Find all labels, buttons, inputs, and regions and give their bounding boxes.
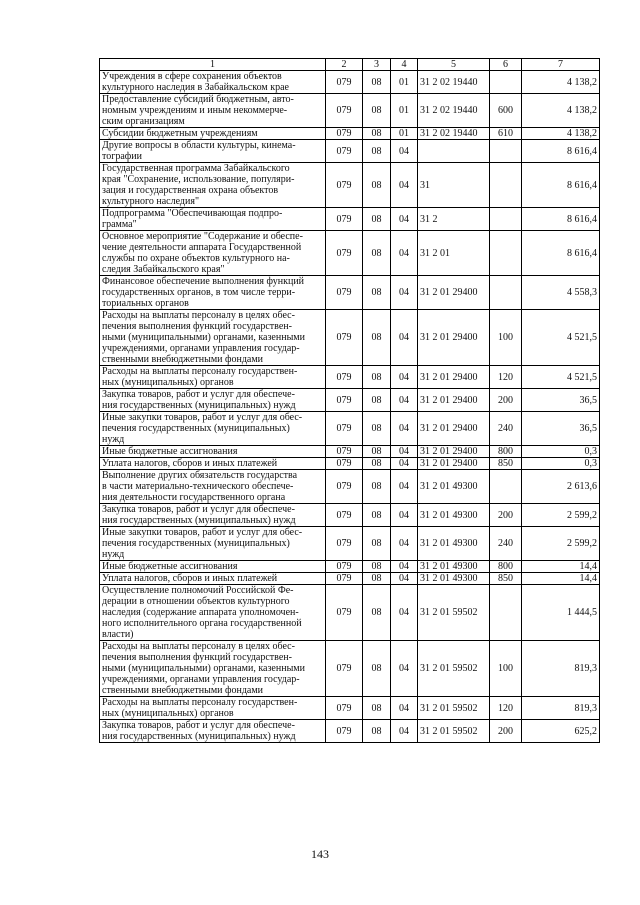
table-row <box>100 585 600 641</box>
column-header-3: 3 <box>363 59 391 71</box>
row-section-code: 08 <box>363 231 391 276</box>
row-amount: 819,3 <box>522 641 600 697</box>
row-subsection-code: 04 <box>391 208 418 231</box>
table-row <box>100 163 600 208</box>
row-target-article: 31 2 01 59502 <box>418 641 490 697</box>
table-row <box>100 470 600 504</box>
row-section-code: 08 <box>363 163 391 208</box>
row-subsection-code: 04 <box>391 585 418 641</box>
row-name: Закупка товаров, работ и услуг для обеспече- ния государственных (муниципальных) нужд <box>100 504 326 527</box>
row-section-code: 08 <box>363 446 391 458</box>
budget-table <box>99 58 600 743</box>
table-row <box>100 641 600 697</box>
row-amount: 2 599,2 <box>522 527 600 561</box>
row-target-article: 31 2 01 59502 <box>418 697 490 720</box>
row-name: Подпрограмма "Обеспечивающая подпро- грамма" <box>100 208 326 231</box>
row-ministry-code: 079 <box>326 366 363 389</box>
row-ministry-code: 079 <box>326 720 363 743</box>
table-row <box>100 276 600 310</box>
row-target-article <box>418 140 490 163</box>
row-target-article: 31 <box>418 163 490 208</box>
table-row <box>100 573 600 585</box>
row-target-article: 31 2 01 49300 <box>418 561 490 573</box>
row-section-code: 08 <box>363 94 391 128</box>
row-name: Закупка товаров, работ и услуг для обеспече- ния государственных (муниципальных) нужд <box>100 720 326 743</box>
row-expense-type: 800 <box>490 561 522 573</box>
row-amount: 0,3 <box>522 458 600 470</box>
row-section-code: 08 <box>363 412 391 446</box>
row-section-code: 08 <box>363 366 391 389</box>
row-section-code: 08 <box>363 720 391 743</box>
row-amount: 36,5 <box>522 389 600 412</box>
row-subsection-code: 04 <box>391 231 418 276</box>
row-amount: 0,3 <box>522 446 600 458</box>
row-section-code: 08 <box>363 310 391 366</box>
table-row <box>100 366 600 389</box>
row-expense-type <box>490 163 522 208</box>
table-row <box>100 389 600 412</box>
row-expense-type: 100 <box>490 641 522 697</box>
row-amount: 4 138,2 <box>522 71 600 94</box>
row-expense-type <box>490 470 522 504</box>
table-row <box>100 561 600 573</box>
row-ministry-code: 079 <box>326 163 363 208</box>
row-section-code: 08 <box>363 208 391 231</box>
row-target-article: 31 2 01 59502 <box>418 585 490 641</box>
row-expense-type: 240 <box>490 527 522 561</box>
row-target-article: 31 2 01 29400 <box>418 389 490 412</box>
table-row <box>100 412 600 446</box>
row-subsection-code: 04 <box>391 389 418 412</box>
table-row <box>100 310 600 366</box>
row-name: Другие вопросы в области культуры, кинема- тографии <box>100 140 326 163</box>
row-target-article: 31 2 01 29400 <box>418 458 490 470</box>
row-expense-type: 800 <box>490 446 522 458</box>
table-row <box>100 504 600 527</box>
row-ministry-code: 079 <box>326 561 363 573</box>
column-header-4: 4 <box>391 59 418 71</box>
row-subsection-code: 01 <box>391 94 418 128</box>
row-subsection-code: 01 <box>391 128 418 140</box>
row-subsection-code: 04 <box>391 446 418 458</box>
row-name: Иные бюджетные ассигнования <box>100 561 326 573</box>
row-amount: 8 616,4 <box>522 231 600 276</box>
row-amount: 4 138,2 <box>522 128 600 140</box>
row-name: Выполнение других обязательств государства в части материально-технического обеспече- ния деятельности государственного органа <box>100 470 326 504</box>
row-section-code: 08 <box>363 641 391 697</box>
table-row <box>100 140 600 163</box>
row-expense-type <box>490 71 522 94</box>
row-target-article: 31 2 01 29400 <box>418 412 490 446</box>
row-name: Расходы на выплаты персоналу государствен- ных (муниципальных) органов <box>100 366 326 389</box>
table-header-row <box>100 59 600 71</box>
row-section-code: 08 <box>363 458 391 470</box>
table-row <box>100 94 600 128</box>
row-name: Уплата налогов, сборов и иных платежей <box>100 458 326 470</box>
row-amount: 2 599,2 <box>522 504 600 527</box>
row-section-code: 08 <box>363 389 391 412</box>
row-subsection-code: 04 <box>391 163 418 208</box>
row-amount: 8 616,4 <box>522 163 600 208</box>
row-expense-type: 200 <box>490 720 522 743</box>
table-row <box>100 231 600 276</box>
row-target-article: 31 2 01 49300 <box>418 470 490 504</box>
row-subsection-code: 04 <box>391 527 418 561</box>
row-name: Уплата налогов, сборов и иных платежей <box>100 573 326 585</box>
table-row <box>100 71 600 94</box>
table-body <box>100 71 600 743</box>
row-expense-type: 600 <box>490 94 522 128</box>
row-amount: 14,4 <box>522 573 600 585</box>
table-row <box>100 128 600 140</box>
row-amount: 4 521,5 <box>522 310 600 366</box>
row-ministry-code: 079 <box>326 128 363 140</box>
row-ministry-code: 079 <box>326 208 363 231</box>
row-expense-type: 200 <box>490 389 522 412</box>
row-ministry-code: 079 <box>326 697 363 720</box>
row-amount: 14,4 <box>522 561 600 573</box>
row-amount: 4 521,5 <box>522 366 600 389</box>
row-expense-type <box>490 585 522 641</box>
row-subsection-code: 04 <box>391 641 418 697</box>
row-ministry-code: 079 <box>326 573 363 585</box>
row-name: Осуществление полномочий Российской Фе- дерации в отношении объектов культурного наследия (содержание аппарата уполномочен- ного исполнительного органа государственной власти) <box>100 585 326 641</box>
row-section-code: 08 <box>363 140 391 163</box>
row-subsection-code: 04 <box>391 458 418 470</box>
row-section-code: 08 <box>363 573 391 585</box>
row-target-article: 31 2 01 29400 <box>418 310 490 366</box>
row-target-article: 31 2 01 29400 <box>418 366 490 389</box>
table-row <box>100 720 600 743</box>
row-name: Учреждения в сфере сохранения объектов культурного наследия в Забайкальском крае <box>100 71 326 94</box>
row-ministry-code: 079 <box>326 310 363 366</box>
row-name: Предоставление субсидий бюджетным, авто- номным учреждениям и иным некоммерче- ским организациям <box>100 94 326 128</box>
row-target-article: 31 2 01 49300 <box>418 527 490 561</box>
row-subsection-code: 04 <box>391 561 418 573</box>
row-subsection-code: 04 <box>391 310 418 366</box>
row-amount: 819,3 <box>522 697 600 720</box>
row-name: Иные бюджетные ассигнования <box>100 446 326 458</box>
row-section-code: 08 <box>363 527 391 561</box>
row-amount: 36,5 <box>522 412 600 446</box>
row-ministry-code: 079 <box>326 412 363 446</box>
row-amount: 1 444,5 <box>522 585 600 641</box>
row-section-code: 08 <box>363 585 391 641</box>
column-header-2: 2 <box>326 59 363 71</box>
row-amount: 625,2 <box>522 720 600 743</box>
row-expense-type: 120 <box>490 697 522 720</box>
row-target-article: 31 2 01 29400 <box>418 276 490 310</box>
row-ministry-code: 079 <box>326 71 363 94</box>
row-name: Расходы на выплаты персоналу в целях обес- печения выполнения функций государствен- ными (муниципальными) органами, казенными учреждениями, органами управления государ- ственными внебюджетными фондами <box>100 641 326 697</box>
row-target-article: 31 2 01 49300 <box>418 504 490 527</box>
row-section-code: 08 <box>363 504 391 527</box>
row-name: Субсидии бюджетным учреждениям <box>100 128 326 140</box>
row-expense-type: 100 <box>490 310 522 366</box>
row-ministry-code: 079 <box>326 458 363 470</box>
row-subsection-code: 04 <box>391 720 418 743</box>
column-header-7: 7 <box>522 59 600 71</box>
row-name: Основное мероприятие "Содержание и обеспе- чение деятельности аппарата Государственной службы по охране объектов культурного на- следия Забайкальского края" <box>100 231 326 276</box>
row-section-code: 08 <box>363 71 391 94</box>
row-ministry-code: 079 <box>326 140 363 163</box>
row-amount: 8 616,4 <box>522 208 600 231</box>
row-ministry-code: 079 <box>326 585 363 641</box>
table-row <box>100 446 600 458</box>
row-expense-type: 240 <box>490 412 522 446</box>
column-header-5: 5 <box>418 59 490 71</box>
row-ministry-code: 079 <box>326 389 363 412</box>
row-name: Государственная программа Забайкальского края "Сохранение, использование, популяри- зация и государственная охрана объектов культурного наследия" <box>100 163 326 208</box>
page-number: 143 <box>311 847 329 861</box>
row-subsection-code: 04 <box>391 140 418 163</box>
row-expense-type: 850 <box>490 458 522 470</box>
row-name: Расходы на выплаты персоналу в целях обес- печения выполнения функций государствен- ными (муниципальными) органами, казенными учреждениями, органами управления государ- ственными внебюджетными фондами <box>100 310 326 366</box>
row-expense-type: 200 <box>490 504 522 527</box>
row-ministry-code: 079 <box>326 527 363 561</box>
row-target-article: 31 2 <box>418 208 490 231</box>
row-target-article: 31 2 01 29400 <box>418 446 490 458</box>
row-expense-type <box>490 231 522 276</box>
row-ministry-code: 079 <box>326 276 363 310</box>
row-amount: 8 616,4 <box>522 140 600 163</box>
row-expense-type: 850 <box>490 573 522 585</box>
row-subsection-code: 04 <box>391 470 418 504</box>
row-expense-type: 120 <box>490 366 522 389</box>
row-ministry-code: 079 <box>326 94 363 128</box>
row-ministry-code: 079 <box>326 470 363 504</box>
row-subsection-code: 01 <box>391 71 418 94</box>
row-name: Закупка товаров, работ и услуг для обеспече- ния государственных (муниципальных) нужд <box>100 389 326 412</box>
table-row <box>100 697 600 720</box>
row-name: Финансовое обеспечение выполнения функций государственных органов, в том числе терри- ториальных органов <box>100 276 326 310</box>
row-target-article: 31 2 01 59502 <box>418 720 490 743</box>
row-target-article: 31 2 01 <box>418 231 490 276</box>
row-amount: 4 138,2 <box>522 94 600 128</box>
row-ministry-code: 079 <box>326 641 363 697</box>
row-name: Иные закупки товаров, работ и услуг для обес- печения государственных (муниципальных) нужд <box>100 527 326 561</box>
row-expense-type: 610 <box>490 128 522 140</box>
row-amount: 2 613,6 <box>522 470 600 504</box>
row-expense-type <box>490 208 522 231</box>
column-header-6: 6 <box>490 59 522 71</box>
row-target-article: 31 2 02 19440 <box>418 128 490 140</box>
column-header-1: 1 <box>100 59 326 71</box>
row-target-article: 31 2 01 49300 <box>418 573 490 585</box>
row-subsection-code: 04 <box>391 573 418 585</box>
table-row <box>100 208 600 231</box>
row-ministry-code: 079 <box>326 504 363 527</box>
row-ministry-code: 079 <box>326 446 363 458</box>
row-name: Иные закупки товаров, работ и услуг для обес- печения государственных (муниципальных) нужд <box>100 412 326 446</box>
row-section-code: 08 <box>363 128 391 140</box>
row-name: Расходы на выплаты персоналу государствен- ных (муниципальных) органов <box>100 697 326 720</box>
table-row <box>100 458 600 470</box>
row-section-code: 08 <box>363 470 391 504</box>
row-subsection-code: 04 <box>391 697 418 720</box>
row-target-article: 31 2 02 19440 <box>418 71 490 94</box>
row-subsection-code: 04 <box>391 276 418 310</box>
row-expense-type <box>490 140 522 163</box>
row-amount: 4 558,3 <box>522 276 600 310</box>
row-subsection-code: 04 <box>391 366 418 389</box>
row-section-code: 08 <box>363 276 391 310</box>
row-section-code: 08 <box>363 697 391 720</box>
row-section-code: 08 <box>363 561 391 573</box>
row-subsection-code: 04 <box>391 504 418 527</box>
row-subsection-code: 04 <box>391 412 418 446</box>
row-expense-type <box>490 276 522 310</box>
row-ministry-code: 079 <box>326 231 363 276</box>
table-row <box>100 527 600 561</box>
row-target-article: 31 2 02 19440 <box>418 94 490 128</box>
